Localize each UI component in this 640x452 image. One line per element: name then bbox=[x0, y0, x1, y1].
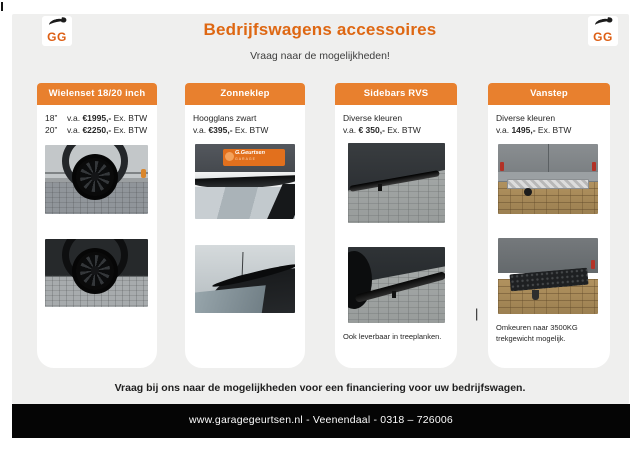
price-row-20inch bbox=[45, 124, 149, 136]
wheel-size-label: 18” bbox=[45, 113, 58, 123]
card-zonneklep bbox=[185, 83, 305, 368]
financing-note: Vraag bij ons naar de mogelijkheden voor een financiering voor uw bedrijfswagen. bbox=[114, 382, 526, 394]
card-sidebars bbox=[335, 83, 457, 368]
price-line: v.a. €1995,- Ex. BTW bbox=[67, 113, 148, 123]
page-subtitle: Vraag naar de mogelijkheden! bbox=[250, 50, 390, 62]
sign-logo-icon bbox=[225, 152, 234, 161]
card-zonneklep-header: Zonneklep bbox=[185, 83, 305, 105]
wheelset-photo-black-van bbox=[45, 239, 148, 307]
stray-text-cursor: | bbox=[475, 306, 479, 321]
black-alloy-wheel bbox=[72, 154, 118, 200]
price-line: v.a. 1495,- Ex. BTW bbox=[496, 125, 572, 136]
card-wielenset-header: Wielenset 18/20 inch bbox=[37, 83, 157, 105]
product-desc: Diverse kleuren bbox=[343, 113, 403, 123]
price-value: €2250,- bbox=[82, 125, 112, 136]
card-vanstep bbox=[488, 83, 610, 368]
price-value: 1495,- bbox=[511, 125, 536, 136]
vanstep-photo-black bbox=[498, 238, 598, 314]
wheelset-photo-gray-van bbox=[45, 145, 148, 214]
scan-artifact-mark bbox=[1, 2, 3, 11]
sidebar-note: Ook leverbaar in treeplanken. bbox=[343, 331, 442, 341]
aluminium-step bbox=[507, 179, 589, 189]
card-vanstep-header: Vanstep bbox=[488, 83, 610, 105]
price-line: v.a. € 350,- Ex. BTW bbox=[343, 125, 421, 136]
product-desc: Hoogglans zwart bbox=[193, 113, 257, 123]
price-row-18inch bbox=[45, 112, 149, 124]
footer-bar bbox=[12, 404, 630, 438]
vanstep-photo-alu bbox=[498, 144, 598, 214]
vanstep-note: Omkeuren naar 3500KG trekgewicht mogelijk. bbox=[496, 322, 578, 343]
wheel-size-label: 20” bbox=[45, 125, 58, 136]
price-line: v.a. €2250,- Ex. BTW bbox=[67, 125, 148, 136]
price-value: € 350,- bbox=[358, 125, 385, 136]
black-alloy-wheel bbox=[72, 248, 118, 294]
trailer-hitch bbox=[532, 290, 539, 300]
logo-letters: GG bbox=[593, 30, 613, 44]
price-value: €1995,- bbox=[82, 113, 112, 123]
price-value: €395,- bbox=[208, 125, 233, 136]
zonneklep-photo-black-van bbox=[195, 245, 295, 313]
sidebar-photo-1 bbox=[348, 143, 445, 223]
footer-contact-text: www.garagegeurtsen.nl - Veenendaal - 0318 – 726006 bbox=[189, 414, 453, 426]
product-desc: Diverse kleuren bbox=[496, 113, 556, 123]
card-sidebars-header: Sidebars RVS bbox=[335, 83, 457, 105]
zonneklep-photo-white-van bbox=[195, 144, 295, 219]
card-wielenset bbox=[37, 83, 157, 368]
page-title: Bedrijfswagens accessoires bbox=[203, 20, 437, 39]
garage-sign: G.Geurtsen GARAGE bbox=[223, 149, 285, 166]
price-line: v.a. €395,- Ex. BTW bbox=[193, 125, 269, 136]
logo-letters: GG bbox=[47, 30, 67, 44]
sidebar-photo-2 bbox=[348, 247, 445, 323]
